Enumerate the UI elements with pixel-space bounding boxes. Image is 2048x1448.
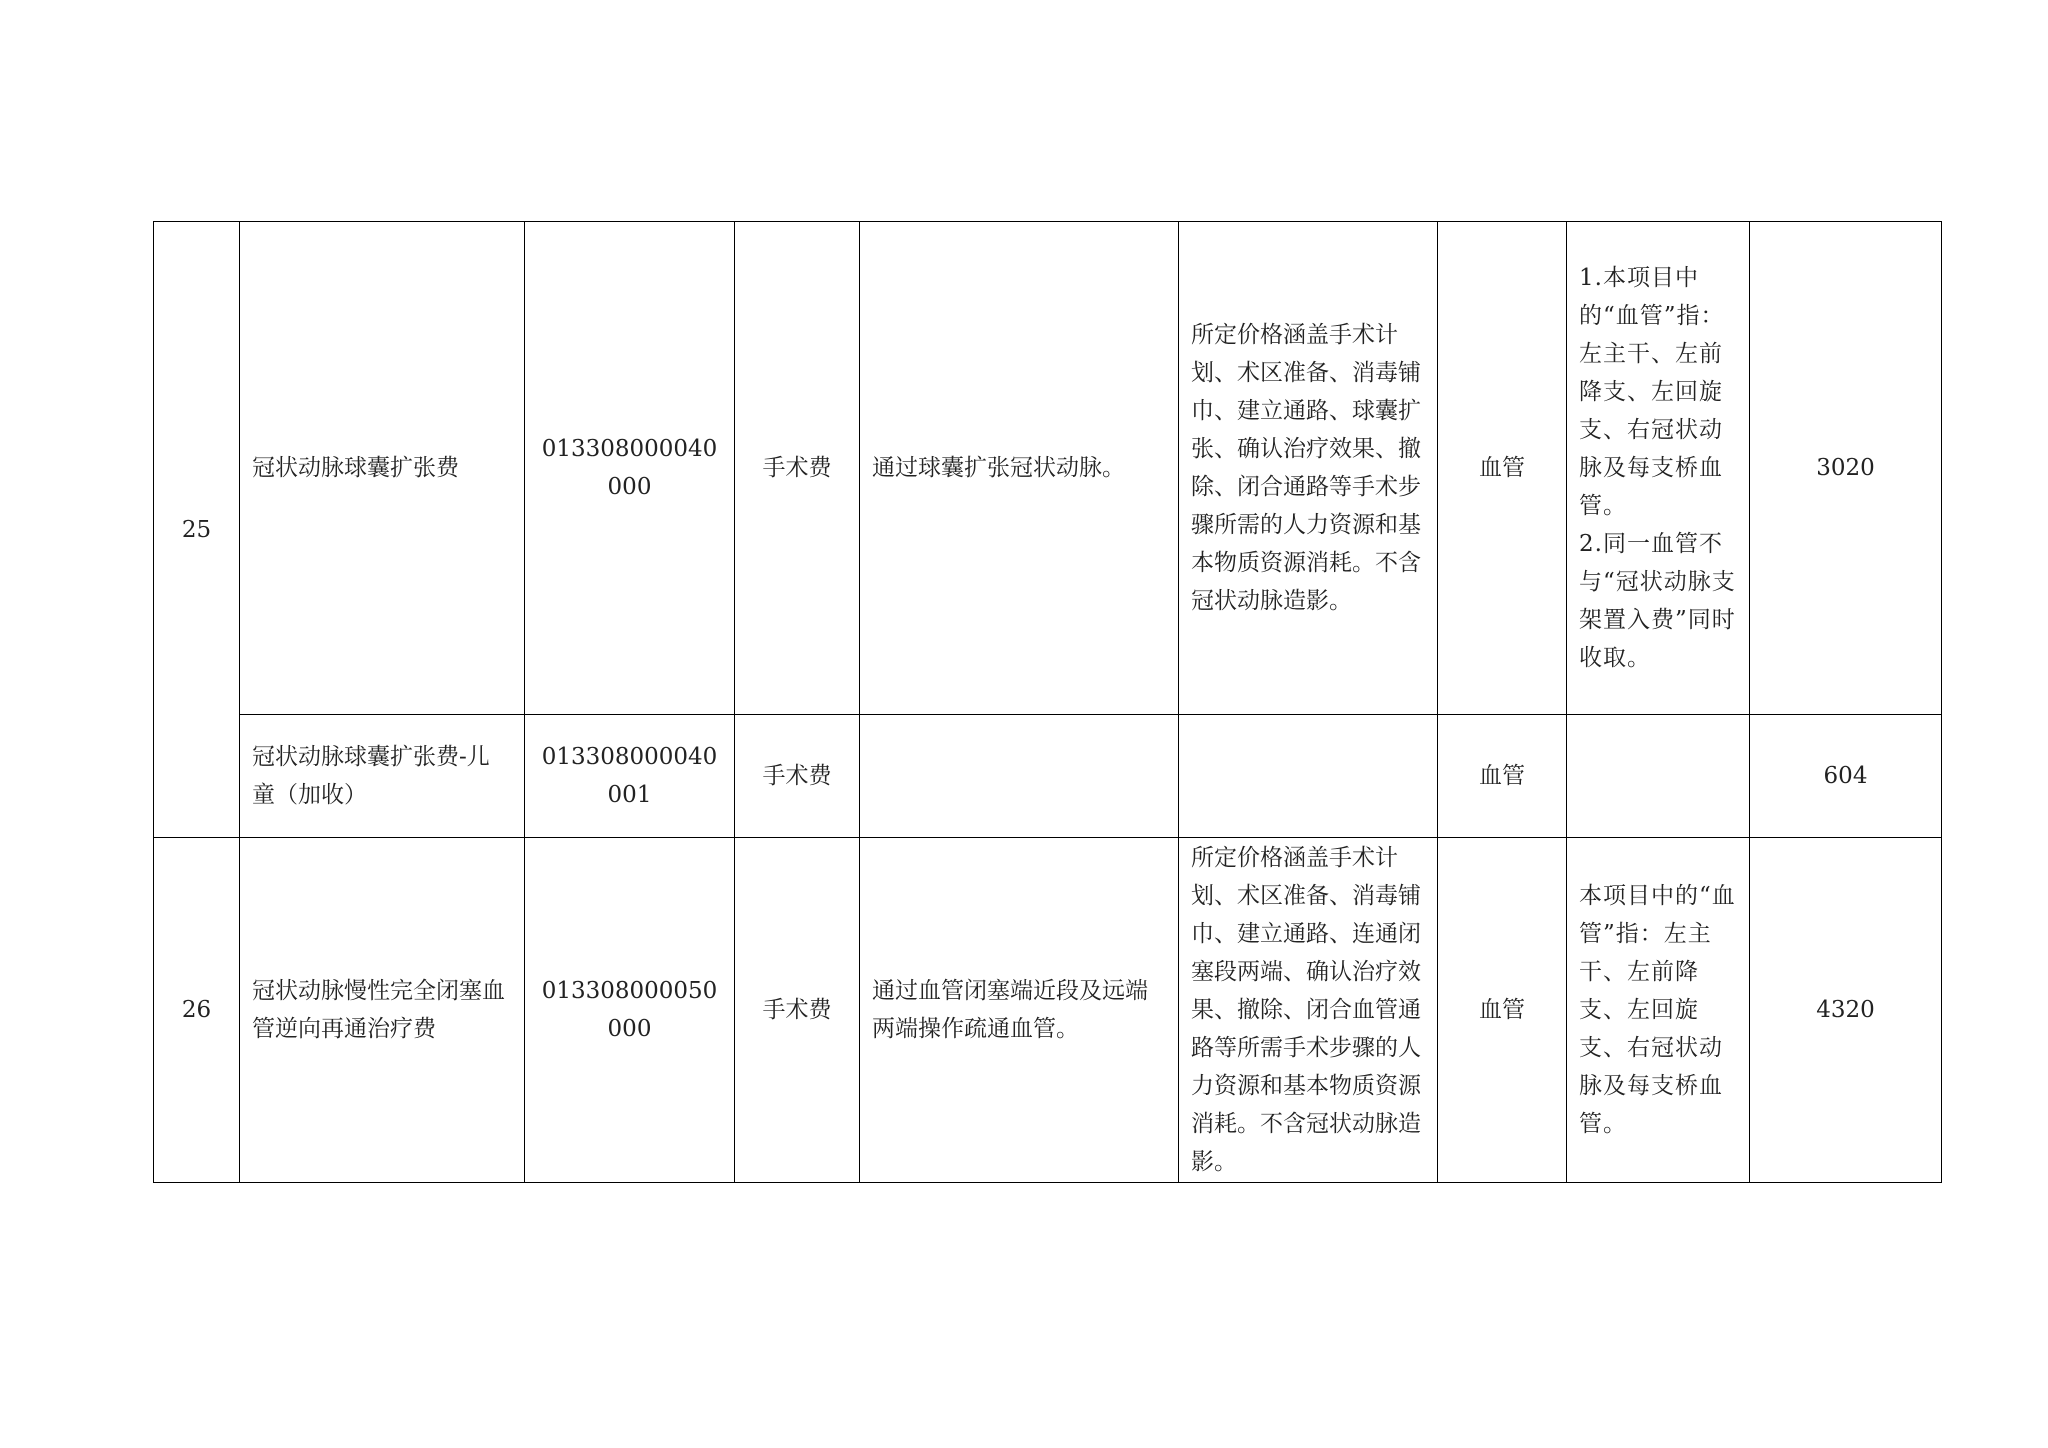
item-code-cell: 013308000050000 — [525, 838, 735, 1183]
seq-cell: 25 — [154, 222, 240, 838]
note-line: 2.同一血管不与“冠状动脉支架置入费”同时收取。 — [1579, 531, 1736, 671]
notes-cell — [1567, 715, 1750, 838]
service-connotation-cell: 通过球囊扩张冠状动脉。 — [860, 222, 1179, 715]
notes-cell — [1567, 838, 1750, 1183]
table-row — [154, 715, 1942, 838]
table-row — [154, 222, 1942, 715]
pricing-unit-cell: 血管 — [1438, 715, 1567, 838]
fee-category-cell: 手术费 — [735, 838, 860, 1183]
price-cell: 3020 — [1750, 222, 1942, 715]
price-cell: 4320 — [1750, 838, 1942, 1183]
service-connotation-cell — [860, 715, 1179, 838]
item-code-cell: 013308000040001 — [525, 715, 735, 838]
price-cell: 604 — [1750, 715, 1942, 838]
notes-cell — [1567, 222, 1750, 715]
note-line: 本项目中的“血管”指：左主干、左前降支、左回旋支、右冠状动脉及每支桥血管。 — [1579, 883, 1736, 1137]
medical-fee-table — [153, 221, 1942, 1183]
seq-cell: 26 — [154, 838, 240, 1183]
fee-category-cell: 手术费 — [735, 715, 860, 838]
price-content-cell: 所定价格涵盖手术计划、术区准备、消毒铺巾、建立通路、球囊扩张、确认治疗效果、撤除、闭合通路等手术步骤所需的人力资源和基本物质资源消耗。不含冠状动脉造影。 — [1179, 222, 1438, 715]
price-content-cell — [1179, 715, 1438, 838]
item-name-cell: 冠状动脉慢性完全闭塞血管逆向再通治疗费 — [240, 838, 525, 1183]
service-connotation-cell: 通过血管闭塞端近段及远端两端操作疏通血管。 — [860, 838, 1179, 1183]
price-content-cell: 所定价格涵盖手术计划、术区准备、消毒铺巾、建立通路、连通闭塞段两端、确认治疗效果、撤除、闭合血管通路等所需手术步骤的人力资源和基本物质资源消耗。不含冠状动脉造影。 — [1179, 838, 1438, 1183]
table-row — [154, 838, 1942, 1183]
note-line: 1.本项目中的“血管”指：左主干、左前降支、左回旋支、右冠状动脉及每支桥血管。 — [1579, 265, 1725, 519]
item-name-cell: 冠状动脉球囊扩张费 — [240, 222, 525, 715]
item-name-cell: 冠状动脉球囊扩张费-儿童（加收） — [240, 715, 525, 838]
item-code-cell: 013308000040000 — [525, 222, 735, 715]
fee-category-cell: 手术费 — [735, 222, 860, 715]
pricing-unit-cell: 血管 — [1438, 222, 1567, 715]
pricing-unit-cell: 血管 — [1438, 838, 1567, 1183]
